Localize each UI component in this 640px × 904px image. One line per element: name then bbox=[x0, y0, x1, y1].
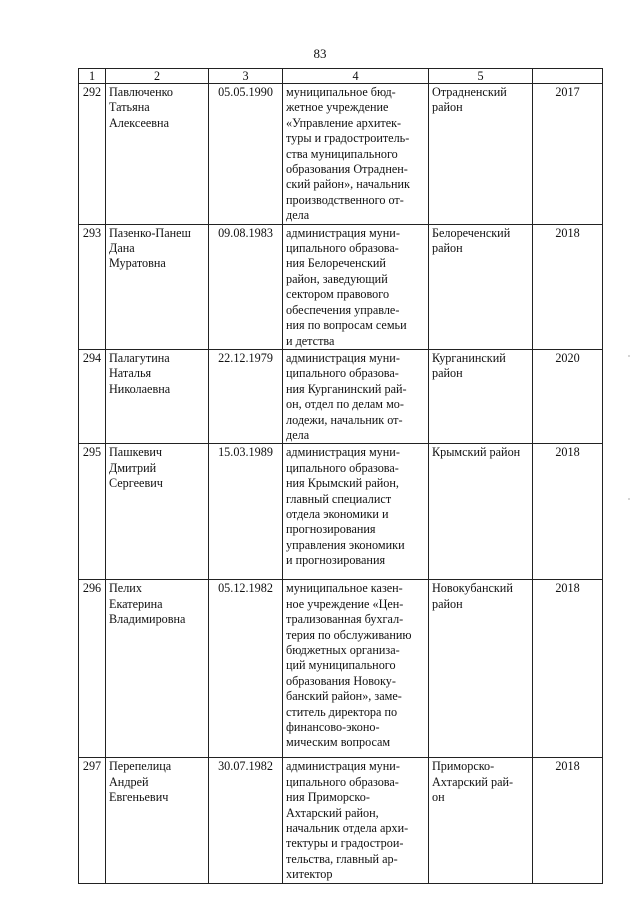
position-line: ства муниципального bbox=[286, 146, 398, 161]
position-cell bbox=[283, 84, 429, 225]
position-line: сектором правового bbox=[286, 287, 390, 302]
position-line: ципального образова- bbox=[286, 774, 399, 789]
table-row bbox=[79, 84, 603, 225]
full-name-cell bbox=[106, 84, 209, 225]
header-col-5: 5 bbox=[429, 69, 533, 84]
position-line: терия по обслуживанию bbox=[286, 627, 412, 642]
position-line: тельства, главный ар- bbox=[286, 851, 398, 866]
position-cell bbox=[283, 349, 429, 443]
year-cell bbox=[533, 758, 603, 883]
header-col-3: 3 bbox=[209, 69, 283, 84]
position-cell bbox=[283, 444, 429, 580]
row-number-cell bbox=[79, 84, 106, 225]
personnel-reserve-table bbox=[78, 68, 603, 884]
birth-date: 09.08.1983 bbox=[218, 225, 273, 240]
year-cell bbox=[533, 444, 603, 580]
position-line: муниципальное казен- bbox=[286, 581, 403, 596]
year-cell bbox=[533, 84, 603, 225]
full-name-cell bbox=[106, 758, 209, 883]
full-name-cell bbox=[106, 580, 209, 758]
page-number: 83 bbox=[313, 46, 327, 61]
district-line: Белореченский bbox=[432, 225, 511, 240]
year-cell bbox=[533, 349, 603, 443]
position-line: ния Курганинский рай- bbox=[286, 381, 407, 396]
position-line: «Управление архитек- bbox=[286, 115, 402, 130]
birth-date-cell bbox=[209, 349, 283, 443]
full-name-line: Наталья bbox=[109, 366, 152, 381]
table-row bbox=[79, 444, 603, 580]
table-row bbox=[79, 580, 603, 758]
full-name-line: Дана bbox=[109, 241, 135, 256]
birth-date-cell bbox=[209, 224, 283, 349]
birth-date-cell bbox=[209, 84, 283, 225]
inclusion-year: 2018 bbox=[555, 581, 580, 596]
position-line: обеспечения управле- bbox=[286, 302, 400, 317]
district-line: район bbox=[432, 241, 463, 256]
table-row bbox=[79, 758, 603, 883]
district-line: Ахтарский рай- bbox=[432, 774, 514, 789]
position-line: финансово-эконо- bbox=[286, 720, 380, 734]
full-name-line: Перепелица bbox=[109, 759, 172, 774]
district-line: район bbox=[432, 100, 463, 115]
district-line: Отрадненский bbox=[432, 85, 507, 99]
district-cell bbox=[429, 444, 533, 580]
position-line: ций муниципального bbox=[286, 658, 396, 673]
position-line: и детства bbox=[286, 333, 335, 348]
full-name-cell bbox=[106, 224, 209, 349]
birth-date-cell bbox=[209, 444, 283, 580]
inclusion-year: 2018 bbox=[555, 225, 580, 240]
position-line: начальник отдела архи- bbox=[286, 820, 409, 835]
inclusion-year: 2018 bbox=[555, 445, 580, 460]
position-line: банский район», заме- bbox=[286, 689, 402, 704]
position-line: и прогнозирования bbox=[286, 553, 386, 568]
birth-date: 05.12.1982 bbox=[218, 581, 273, 596]
header-col-4: 4 bbox=[283, 69, 429, 84]
position-line: администрация муни- bbox=[286, 225, 400, 240]
position-line: хитектор bbox=[286, 867, 333, 882]
district-line: район bbox=[432, 366, 463, 381]
birth-date-cell bbox=[209, 580, 283, 758]
position-line: образования Новоку- bbox=[286, 673, 396, 688]
full-name-line: Палагутина bbox=[109, 350, 170, 365]
position-line: муниципальное бюд- bbox=[286, 85, 396, 99]
district-cell bbox=[429, 580, 533, 758]
row-number-cell bbox=[79, 224, 106, 349]
district-cell bbox=[429, 84, 533, 225]
full-name-line: Павлюченко bbox=[109, 85, 173, 99]
row-number: 295 bbox=[82, 445, 102, 460]
position-line: ский район», начальник bbox=[286, 177, 410, 192]
full-name-line: Екатерина bbox=[109, 596, 163, 611]
position-line: ния Крымский район, bbox=[286, 476, 399, 491]
full-name-line: Евгеньевич bbox=[109, 790, 169, 805]
position-line: ния Белореченский bbox=[286, 256, 386, 271]
year-cell bbox=[533, 580, 603, 758]
position-line: ципального образова- bbox=[286, 241, 399, 256]
full-name-line: Сергеевич bbox=[109, 476, 163, 491]
position-line: администрация муни- bbox=[286, 759, 400, 774]
row-number: 294 bbox=[82, 350, 102, 365]
district-cell bbox=[429, 349, 533, 443]
year-cell bbox=[533, 224, 603, 349]
table-row bbox=[79, 349, 603, 443]
position-cell bbox=[283, 580, 429, 758]
birth-date: 30.07.1982 bbox=[218, 759, 273, 774]
header-col-6 bbox=[533, 69, 603, 84]
row-number: 296 bbox=[82, 581, 102, 596]
full-name-line: Владимировна bbox=[109, 612, 186, 627]
position-line: район, заведующий bbox=[286, 271, 388, 286]
position-line: он, отдел по делам мо- bbox=[286, 397, 404, 412]
position-line: трализованная бухгал- bbox=[286, 612, 404, 627]
position-line: жетное учреждение bbox=[286, 100, 389, 115]
position-line: управления экономики bbox=[286, 537, 405, 552]
header-row bbox=[79, 69, 603, 84]
birth-date: 15.03.1989 bbox=[218, 445, 273, 460]
row-number: 297 bbox=[82, 759, 102, 774]
position-line: ципального образова- bbox=[286, 366, 399, 381]
position-line: Ахтарский район, bbox=[286, 805, 379, 820]
birth-date: 22.12.1979 bbox=[218, 350, 273, 365]
inclusion-year: 2017 bbox=[555, 85, 580, 99]
district-line: Курганинский bbox=[432, 350, 506, 365]
position-line: туры и градостроитель- bbox=[286, 131, 410, 146]
district-cell bbox=[429, 758, 533, 883]
scan-speck bbox=[628, 498, 630, 500]
row-number: 293 bbox=[82, 225, 102, 240]
full-name-line: Дмитрий bbox=[109, 460, 157, 475]
full-name-line: Алексеевна bbox=[109, 115, 169, 130]
header-col-1: 1 bbox=[79, 69, 106, 84]
birth-date: 05.05.1990 bbox=[218, 85, 273, 99]
full-name-line: Муратовна bbox=[109, 256, 166, 271]
birth-date-cell bbox=[209, 758, 283, 883]
position-line: ния по вопросам семьи bbox=[286, 318, 407, 333]
header-col-2: 2 bbox=[106, 69, 209, 84]
position-line: ное учреждение «Цен- bbox=[286, 596, 404, 611]
position-line: образования Отраднен- bbox=[286, 162, 408, 177]
position-line: мическим вопросам bbox=[286, 735, 391, 750]
full-name-line: Пашкевич bbox=[109, 445, 163, 460]
full-name-line: Татьяна bbox=[109, 100, 150, 115]
position-line: дела bbox=[286, 427, 310, 442]
district-cell bbox=[429, 224, 533, 349]
row-number: 292 bbox=[82, 85, 102, 99]
full-name-line: Николаевна bbox=[109, 381, 171, 396]
full-name-line: Андрей bbox=[109, 774, 149, 789]
position-line: лодежи, начальник от- bbox=[286, 412, 403, 427]
position-line: производственного от- bbox=[286, 192, 404, 207]
position-cell bbox=[283, 224, 429, 349]
position-cell bbox=[283, 758, 429, 883]
position-line: ния Приморско- bbox=[286, 790, 370, 805]
row-number-cell bbox=[79, 758, 106, 883]
inclusion-year: 2018 bbox=[555, 759, 580, 774]
position-line: тектуры и градострои- bbox=[286, 836, 404, 851]
full-name-cell bbox=[106, 349, 209, 443]
row-number-cell bbox=[79, 580, 106, 758]
district-line: Новокубанский bbox=[432, 581, 513, 596]
district-line: он bbox=[432, 790, 445, 805]
full-name-line: Пазенко-Панеш bbox=[109, 225, 191, 240]
district-line: Приморско- bbox=[432, 759, 495, 774]
district-line: Крымский район bbox=[432, 445, 521, 460]
row-number-cell bbox=[79, 444, 106, 580]
scan-speck bbox=[628, 355, 630, 357]
row-number-cell bbox=[79, 349, 106, 443]
full-name-line: Пелих bbox=[109, 581, 142, 596]
full-name-cell bbox=[106, 444, 209, 580]
position-line: прогнозирования bbox=[286, 522, 376, 537]
inclusion-year: 2020 bbox=[555, 350, 580, 365]
position-line: администрация муни- bbox=[286, 445, 400, 460]
position-line: отдела экономики и bbox=[286, 506, 389, 521]
position-line: дела bbox=[286, 208, 310, 223]
position-line: бюджетных организа- bbox=[286, 642, 400, 657]
table-row bbox=[79, 224, 603, 349]
district-line: район bbox=[432, 596, 463, 611]
position-line: ститель директора по bbox=[286, 704, 398, 719]
position-line: ципального образова- bbox=[286, 460, 399, 475]
position-line: главный специалист bbox=[286, 491, 392, 506]
position-line: администрация муни- bbox=[286, 350, 400, 365]
